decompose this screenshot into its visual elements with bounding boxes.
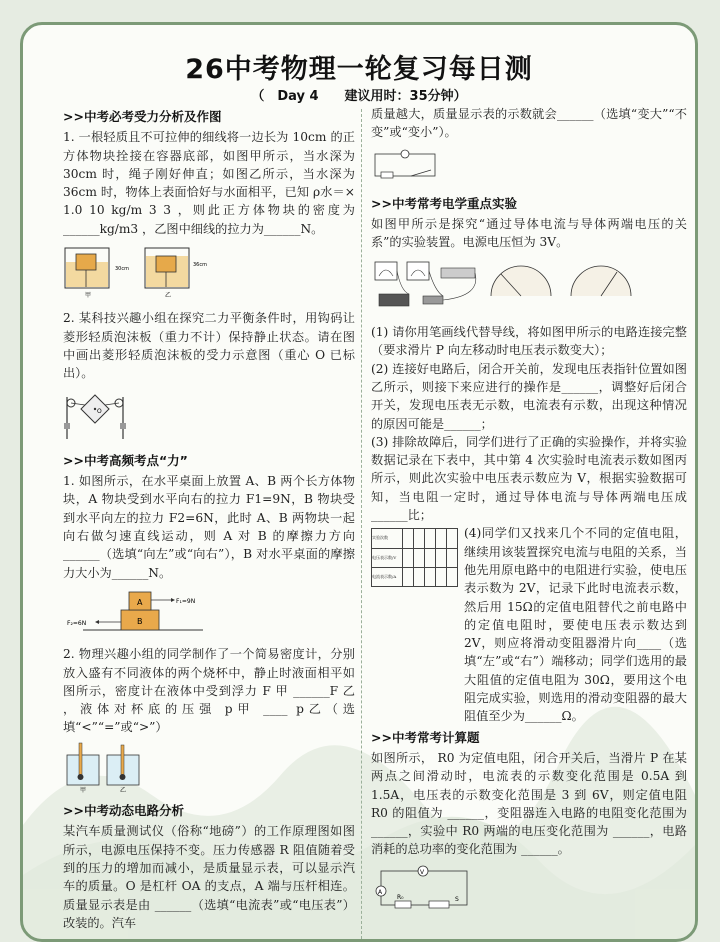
question-friction-blocks: 1. 如图所示，在水平桌面上放置 A、B 两个长方体物块，A 物块受到水平向右的拉力 F1=9N，B 物块受到水平向左的拉力 F2=6N，此时 A、B 两物块一起向右做匀速直线运动，则 A 对 B 的摩擦力方向 ______（选填“向左”或“向右”），B 对水平桌面的摩擦力大小为______N。 [63,474,355,580]
right-column [371,105,687,922]
figure-label-jia: 甲 [85,292,92,300]
column-divider [361,109,362,942]
figure-hydrometer-beakers [63,741,355,798]
question-ohm-law-part4: (4)同学们又找来几个不同的定值电阻，继续用该装置探究电流与电阻的关系，当他先用原电路中的电阻进行实验，使电压表示数为 2V，记录下此时电流表示数，然后用 15Ω的定值电阻替代之前电路中的定值电阻时，要使电压表示数达到 2V，则应将滑动变阻器滑片向____（选填“左”或“右”）端移动；同学们选用的最大阻值的定值电阻为 30Ω，要用这个电阻完成实验，则选用的滑动变阻器的最大阻值至少为______Ω。 [464,526,687,724]
figure-depth-30: 30cm [115,266,129,273]
figure-truck-scale-circuit [371,146,687,191]
voltmeter-label: V [420,868,425,876]
container-jia [65,248,109,288]
question-foam-board-force: 2. 某科技兴趣小组在探究二力平衡条件时，用钩码让菱形轻质泡沫板（重力不计）保持静止状态。请在图中画出菱形轻质泡沫板的受力示意图（重心 O 已标出）。 [63,311,355,381]
question-ohm-law-intro: 如图甲所示是探究“通过导体电流与导体两端电压的关系”的实验装置。电源电压恒为 3V。 [371,217,687,250]
figure-depth-36: 36cm [193,262,207,269]
beaker-label-yi: 乙 [120,786,127,793]
page-subtitle: （ Day 4 建议用时：35分钟） [251,89,467,104]
question-r0-calculation: 如图所示， R0 为定值电阻，闭合开关后，当滑片 P 在某两点之间滑动时，电流表的示数变化范围是 0.5A 到 1.5A，电压表的示数变化范围是 3 到 6V，则定值电阻 R0 的阻值为 ______，变阻器连入电路的电阻变化范围为 ______，实验中 R0 两端的电压变化范围为 ______，电路消耗的总功率的变化范围为 ______。 [371,750,687,857]
section-heading-dynamic-circuit: >>中考动态电路分析 [63,803,184,819]
question-truck-scale-continued: 质量越大，质量显示表的示数就会______（选填“变大”“不变”或“变小”）。 [371,107,687,140]
table-header-current: 电流表示数/A [372,567,403,586]
question-cube-density: 1. 一根轻质且不可拉伸的细线将一边长为 10cm 的正方体物块拴接在容器底部，如图甲所示，当水深为 30cm 时，绳子刚好伸直；如图乙所示，当水深为 36cm 时，物体上表面恰好与水面相平，已知 ρ水＝× 1.0 10 kg/m 3 3 ，则此正方体物块的密度为______kg/m3 ，乙图中细线的拉力为______N。 [63,130,355,236]
section-heading-electric-experiment: >>中考常考电学重点实验 [371,195,517,211]
force-f1-label: F₁=9N [176,597,196,605]
figure-label-yi: 乙 [165,292,172,300]
center-o-label: O [97,407,102,415]
resistor-r0-label: R₀ [397,893,404,901]
block-a-label: A [137,597,143,607]
switch-s-label: S [455,895,459,903]
left-column [63,105,355,932]
page-title: 26中考物理一轮复习每日测 [185,54,533,85]
table-header-trial: 实验次数 [372,529,403,548]
force-f2-label: F₂=6N [67,619,87,627]
figure-r0-circuit [371,863,687,918]
container-yi [145,248,189,288]
section-heading-calculation: >>中考常考计算题 [371,729,480,745]
question-hydrometer: 2. 物理兴趣小组的同学制作了一个简易密度计，分别放入盛有不同液体的两个烧杯中，静止时液面相平如图所示，密度计在液体中受到浮力 F 甲 ______F 乙 ，液体对杯底的压强 p甲 ____ p乙（选填“<”“=”或“>”） [63,647,355,735]
figure-foam-board-pulleys [63,387,355,448]
figure-experiment-apparatus [371,256,687,319]
experiment-data-table [371,528,458,587]
question-truck-scale: 某汽车质量测试仪（俗称“地磅”）的工作原理图如图所示，电源电压保持不变。压力传感器 R 阻值随着受到的压力的增加而减小，是质量显示表，可以显示汽车的质量。O 是杠杆 OA 的支点，A 端与压杆相连。质量显示表是由 ______（选填“电流表”或“电压表”）改装的。汽车 [63,824,355,930]
figure-cube-in-water [63,242,355,305]
worksheet-page [20,22,698,942]
figure-stacked-blocks [63,586,355,641]
question-ohm-law-part1: (1) 请你用笔画线代替导线，将如图甲所示的电路连接完整（要求滑片 P 向左移动时电压表示数变大）； [371,325,687,358]
beaker-label-jia: 甲 [80,786,87,793]
ammeter-label: A [378,888,383,896]
question-ohm-law-part2: (2) 连接好电路后，闭合开关前，发现电压表指针位置如图乙所示，则接下来应进行的操作是______，调整好后闭合开关，发现电压表无示数，电流表有示数，出现这种情况的原因可能是______； [371,361,687,431]
section-heading-force-analysis: >>中考必考受力分析及作图 [63,109,222,124]
table-header-voltage: 电压表示数/V [372,548,403,567]
question-ohm-law-part3: (3) 排除故障后，同学们进行了正确的实验操作，并将实验数据记录在下表中，其中第 4 次实验时电流表示数如图丙所示，则此次实验中电压表示数应为 V，根据实验数据可知，当电阻一定时，通过导体电流与导体两端电压成______比； [371,434,687,523]
block-b-label: B [137,616,143,626]
section-heading-force-topic: >>中考高频考点“力” [63,452,188,468]
